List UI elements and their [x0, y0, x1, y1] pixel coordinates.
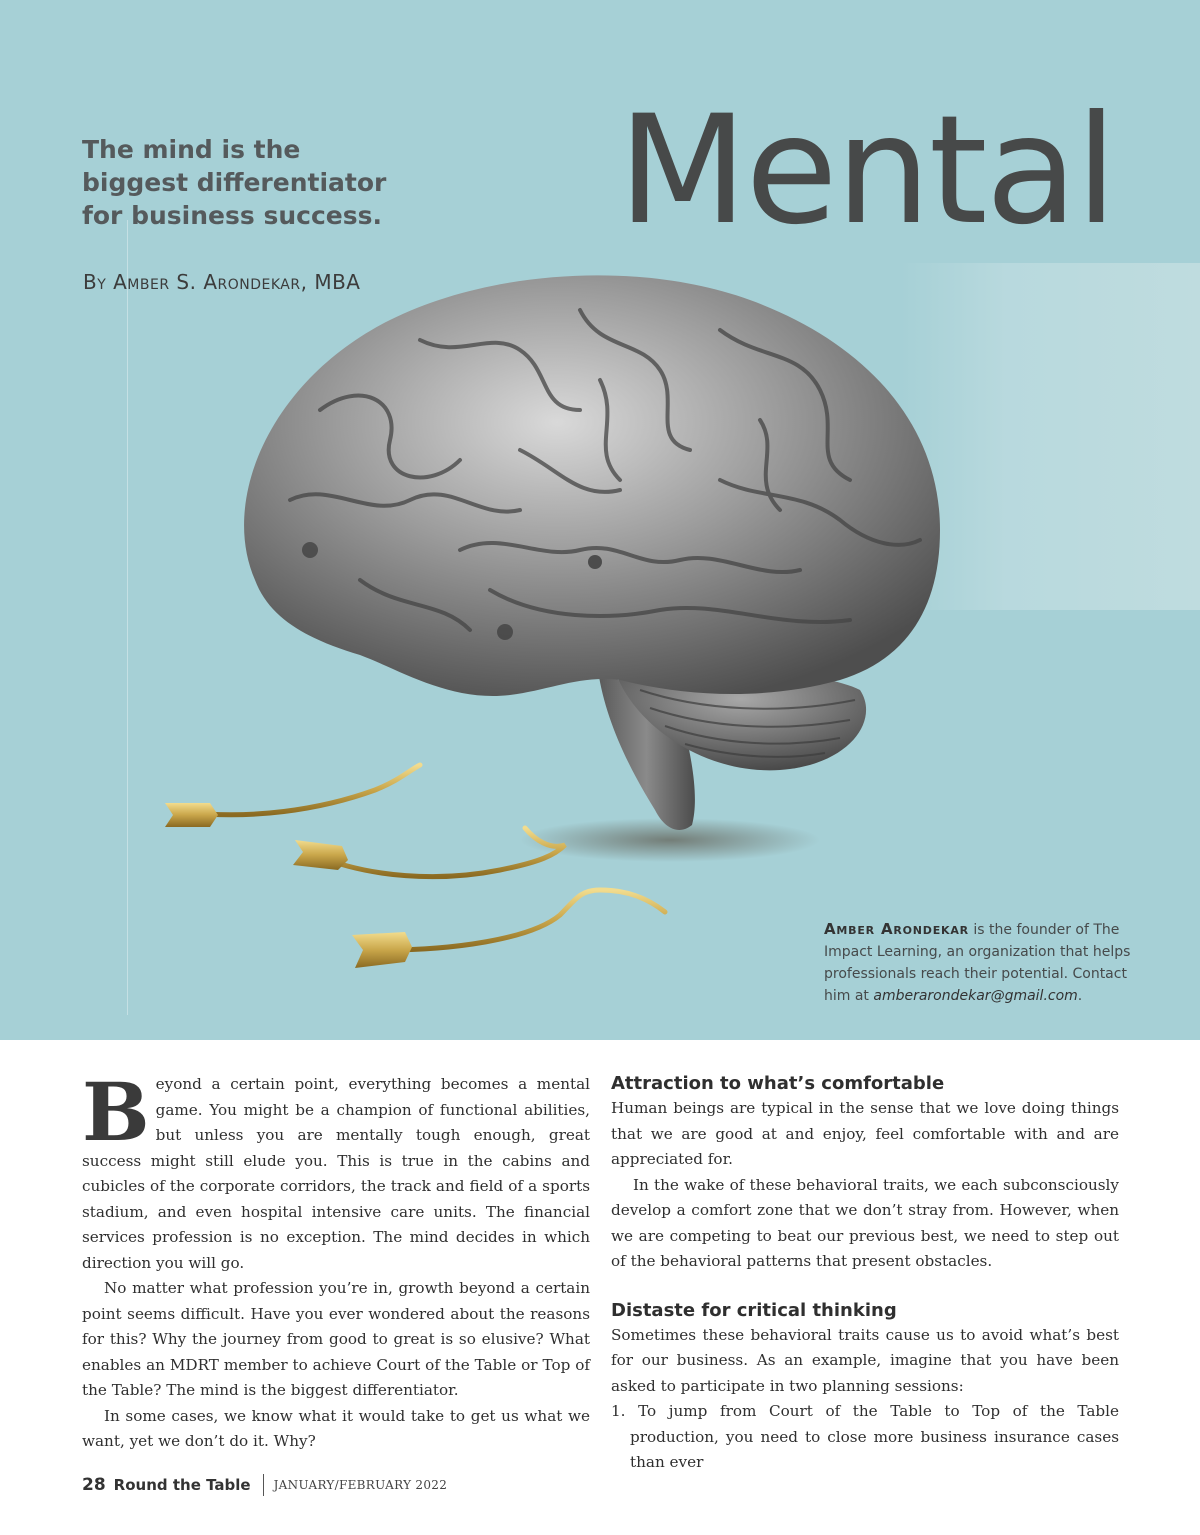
footer-divider — [263, 1474, 264, 1496]
bio-author-name: Amber Arondekar — [824, 920, 969, 938]
page-footer — [82, 1473, 447, 1497]
bent-arrow — [165, 765, 420, 827]
issue-date: JANUARY/FEBRUARY 2022 — [273, 1478, 448, 1492]
brain-hole — [497, 624, 513, 640]
article-paragraph: No matter what profession you’re in, growth beyond a certain point seems difficult. Have you ever wondered about the reasons for this? Why the journey from good to great is so elusive? What enables an MDRT member to achieve Court of the Table or Top of the Table? The mind is the biggest differentiator. — [82, 1279, 590, 1399]
author-bio — [824, 918, 1144, 1007]
article-paragraph: In some cases, we know what it would take to get us what we want, yet we don’t do it. Why? — [82, 1406, 590, 1450]
page-number: 28 — [82, 1475, 106, 1495]
article-column-right — [611, 1072, 1119, 1476]
article-headline: Mental — [618, 84, 1116, 258]
drop-cap: B — [82, 1065, 150, 1159]
list-item: 1. To jump from Court of the Table to Top of the Table production, you need to close more business insurance cases than ever — [611, 1402, 1119, 1471]
article-paragraph — [82, 1065, 590, 1276]
brain-hole — [302, 542, 318, 558]
bio-end: . — [1077, 988, 1083, 1004]
article-paragraph: Human beings are typical in the sense that we love doing things that we are good at and enjoy, feel comfortable with and are appreciated for. — [611, 1099, 1119, 1168]
hero-vertical-rule — [127, 220, 128, 1015]
brain-hole — [588, 555, 602, 569]
section-heading: Attraction to what’s comfortable — [611, 1073, 945, 1094]
article-paragraph: Sometimes these behavioral traits cause us to avoid what’s best for our business. As an example, imagine that you have been asked to participate in two planning sessions: — [611, 1325, 1119, 1395]
paragraph-text: eyond a certain point, everything becomes a mental game. You might be a champion of functional abilities, but unless you are mentally tough enough, great success might still elude you. This is true in the cabins and cubicles of the corporate corridors, the track and field of a sports stadium, and even hospital intensive care units. The financial services profession is no exception. The mind decides in which direction you will go. — [82, 1075, 590, 1272]
article-paragraph: In the wake of these behavioral traits, we each subconsciously develop a comfort zone that we don’t stray from. However, when we are competing to beat our previous best, we need to step out of the behavioral patterns that present obstacles. — [611, 1175, 1119, 1270]
bio-text: is the founder of The Impact Learning, an organization that helps professionals reach their potential. Contact him at — [824, 922, 1131, 1004]
bio-email-link[interactable]: amberarondekar@gmail.com — [873, 988, 1078, 1004]
magazine-name: Round the Table — [113, 1476, 251, 1494]
article-column-left — [82, 1065, 590, 1455]
dek-line: biggest differentiator — [82, 168, 387, 197]
bent-arrow — [352, 890, 665, 968]
brain-illustration — [160, 250, 960, 1010]
cerebrum — [244, 275, 940, 696]
byline: By Amber S. Arondekar, MBA — [83, 270, 361, 294]
dek-line: for business success. — [82, 201, 382, 230]
dek-line: The mind is the — [82, 135, 301, 164]
section-heading: Distaste for critical thinking — [611, 1299, 897, 1321]
article-dek — [82, 133, 412, 232]
